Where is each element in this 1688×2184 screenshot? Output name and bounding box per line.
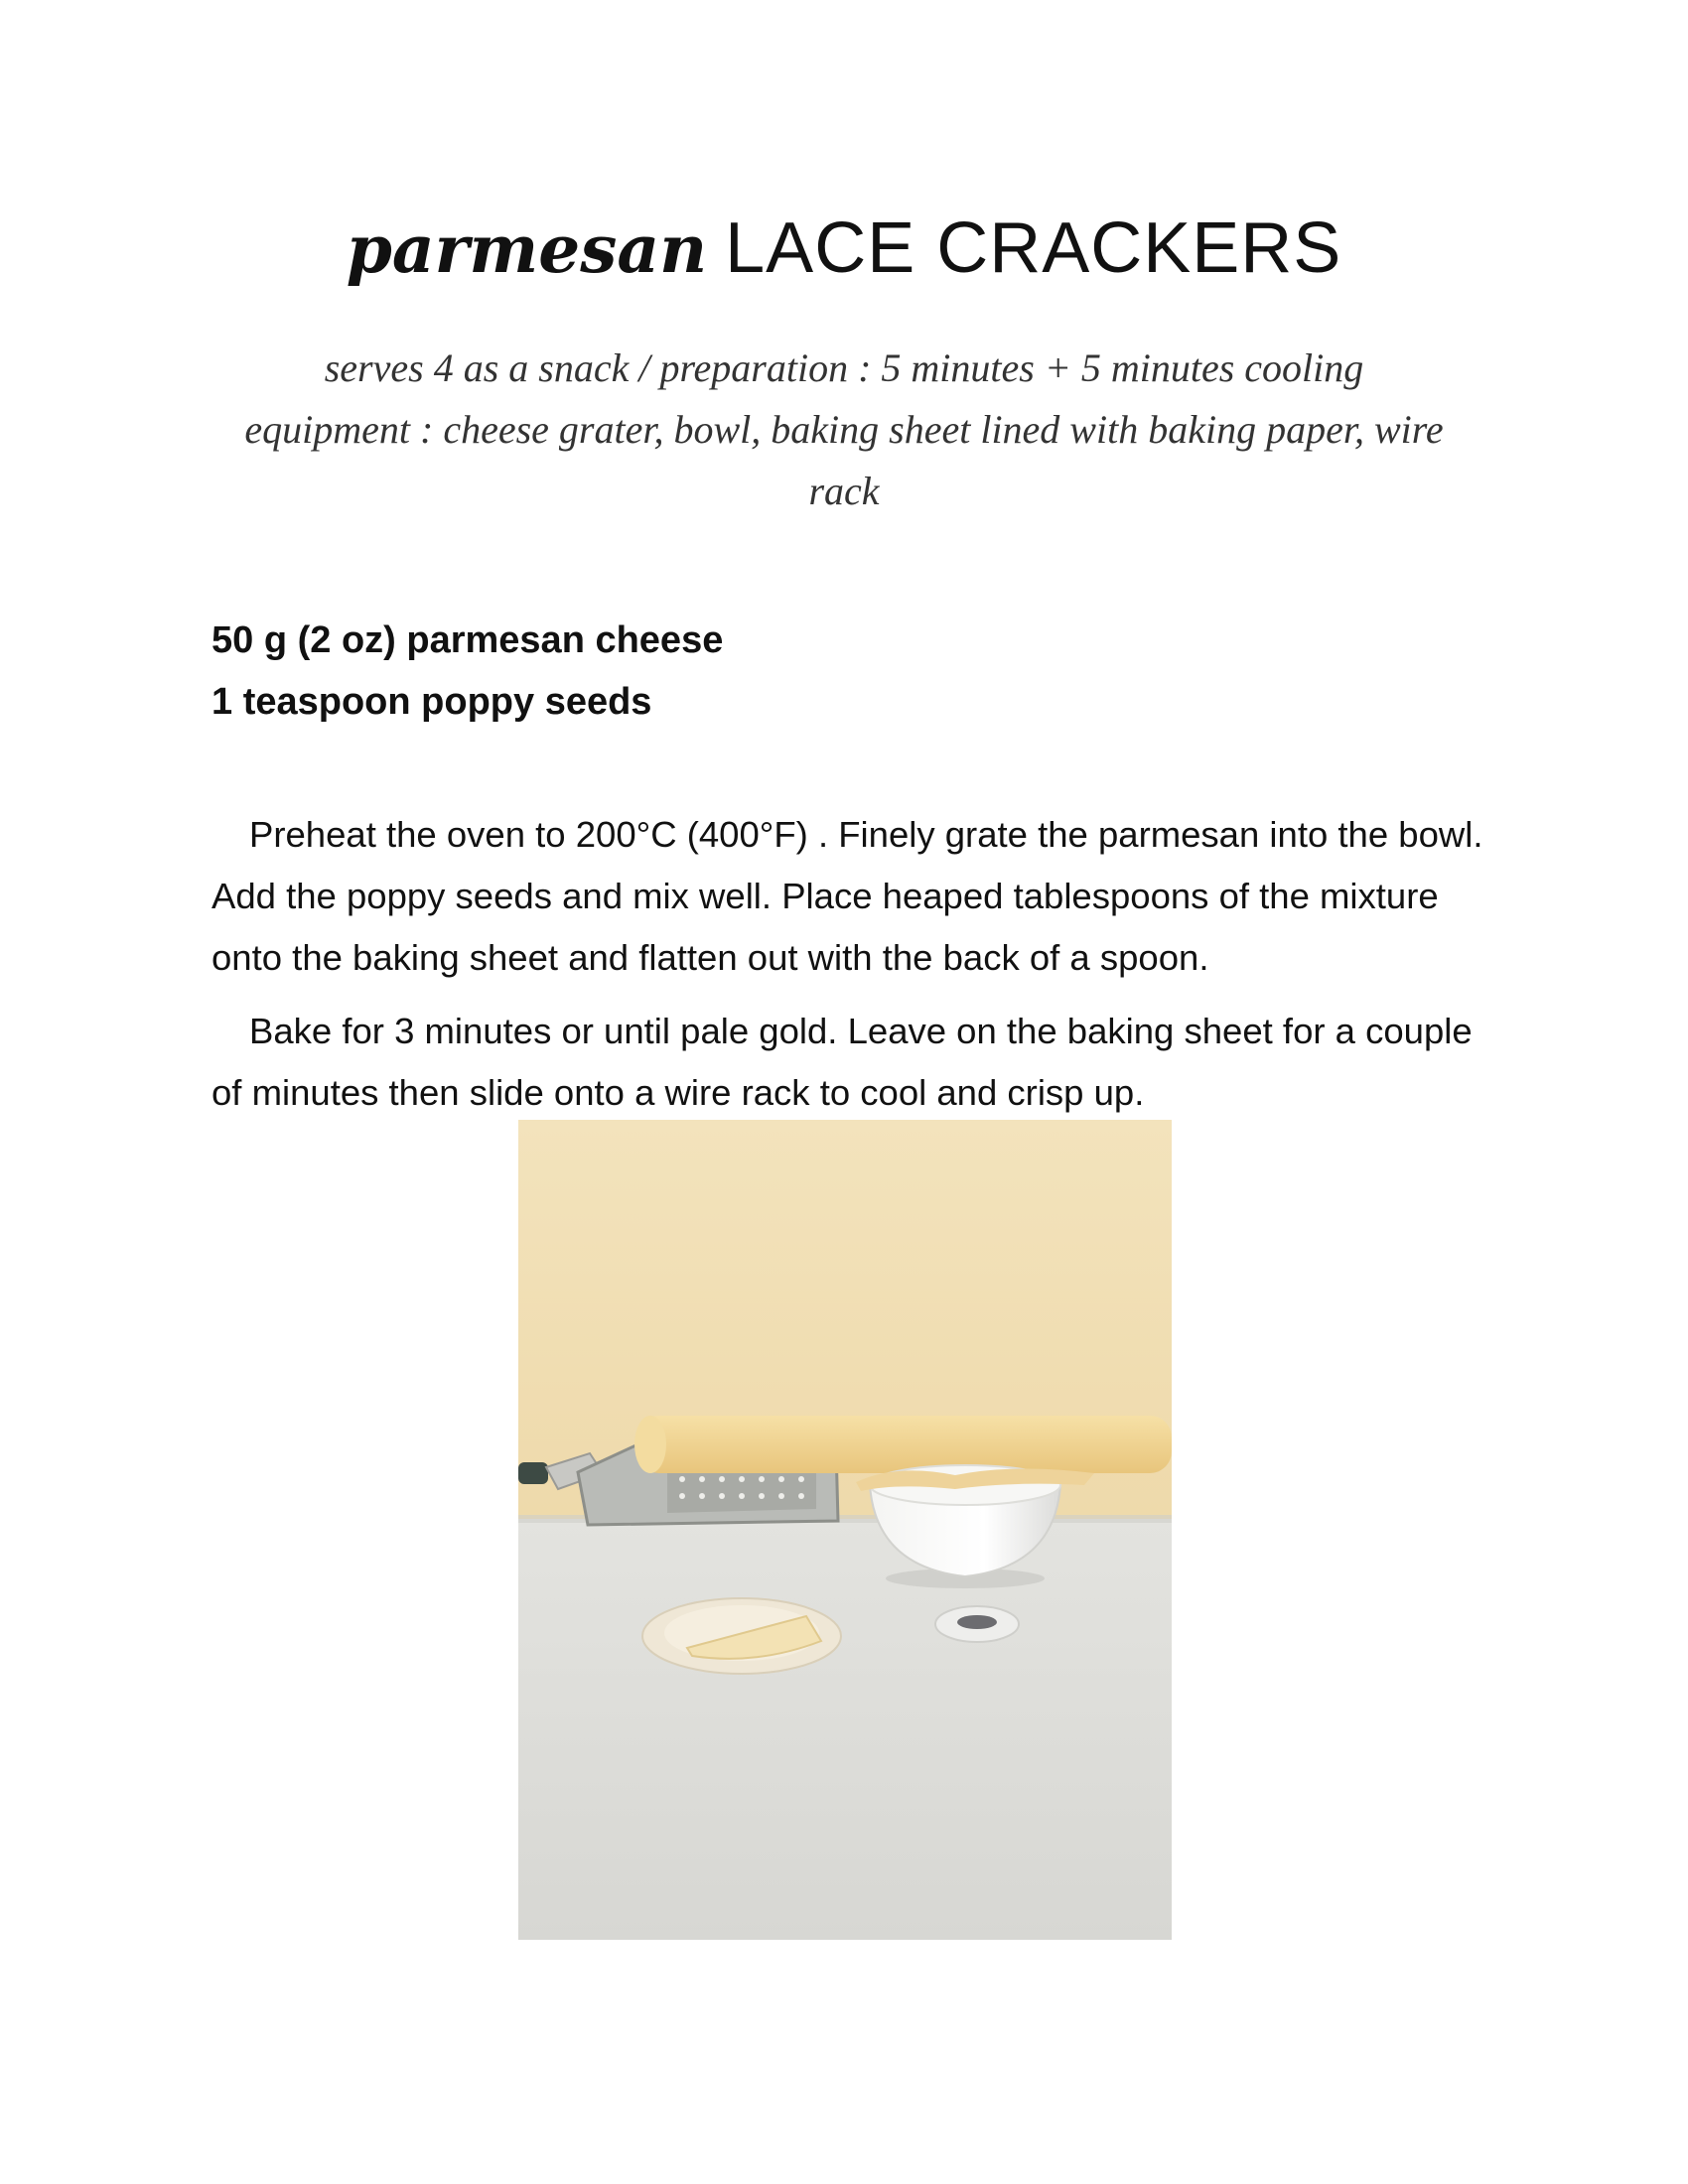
title-italic-word: parmesan xyxy=(346,210,708,288)
photo-table xyxy=(518,1519,1172,1940)
method-section xyxy=(211,804,1502,1136)
ingredients-photo-illustration xyxy=(518,1120,1172,1940)
ingredient-list xyxy=(211,610,723,733)
title-caps-words: LACE CRACKERS xyxy=(725,208,1342,288)
plate-with-parmesan-icon xyxy=(642,1598,841,1674)
meta-serves-line: serves 4 as a snack / preparation : 5 minutes + 5 minutes cooling xyxy=(324,345,1364,390)
recipe-meta xyxy=(199,338,1489,522)
parmesan-block-icon xyxy=(634,1416,1172,1473)
meta-equipment-line-end: rack xyxy=(808,469,880,513)
poppy-seed-dish-icon xyxy=(935,1606,1019,1642)
method-step: Bake for 3 minutes or until pale gold. Leave on the baking sheet for a couple of minutes then slide onto a wire rack to cool and crisp up. xyxy=(211,1011,1473,1113)
meta-equipment-line: equipment : cheese grater, bowl, baking sheet lined with baking paper, wire xyxy=(244,407,1444,452)
ingredient-item: 50 g (2 oz) parmesan cheese xyxy=(211,619,724,661)
recipe-title xyxy=(0,204,1688,294)
recipe-photo xyxy=(518,1120,1172,1940)
method-step: Preheat the oven to 200°C (400°F) . Finely grate the parmesan into the bowl. Add the poppy seeds and mix well. Place heaped tablespoons of the mixture onto the baking sheet and flatten out with the back of a spoon. xyxy=(211,814,1483,978)
ingredient-item: 1 teaspoon poppy seeds xyxy=(211,681,652,723)
